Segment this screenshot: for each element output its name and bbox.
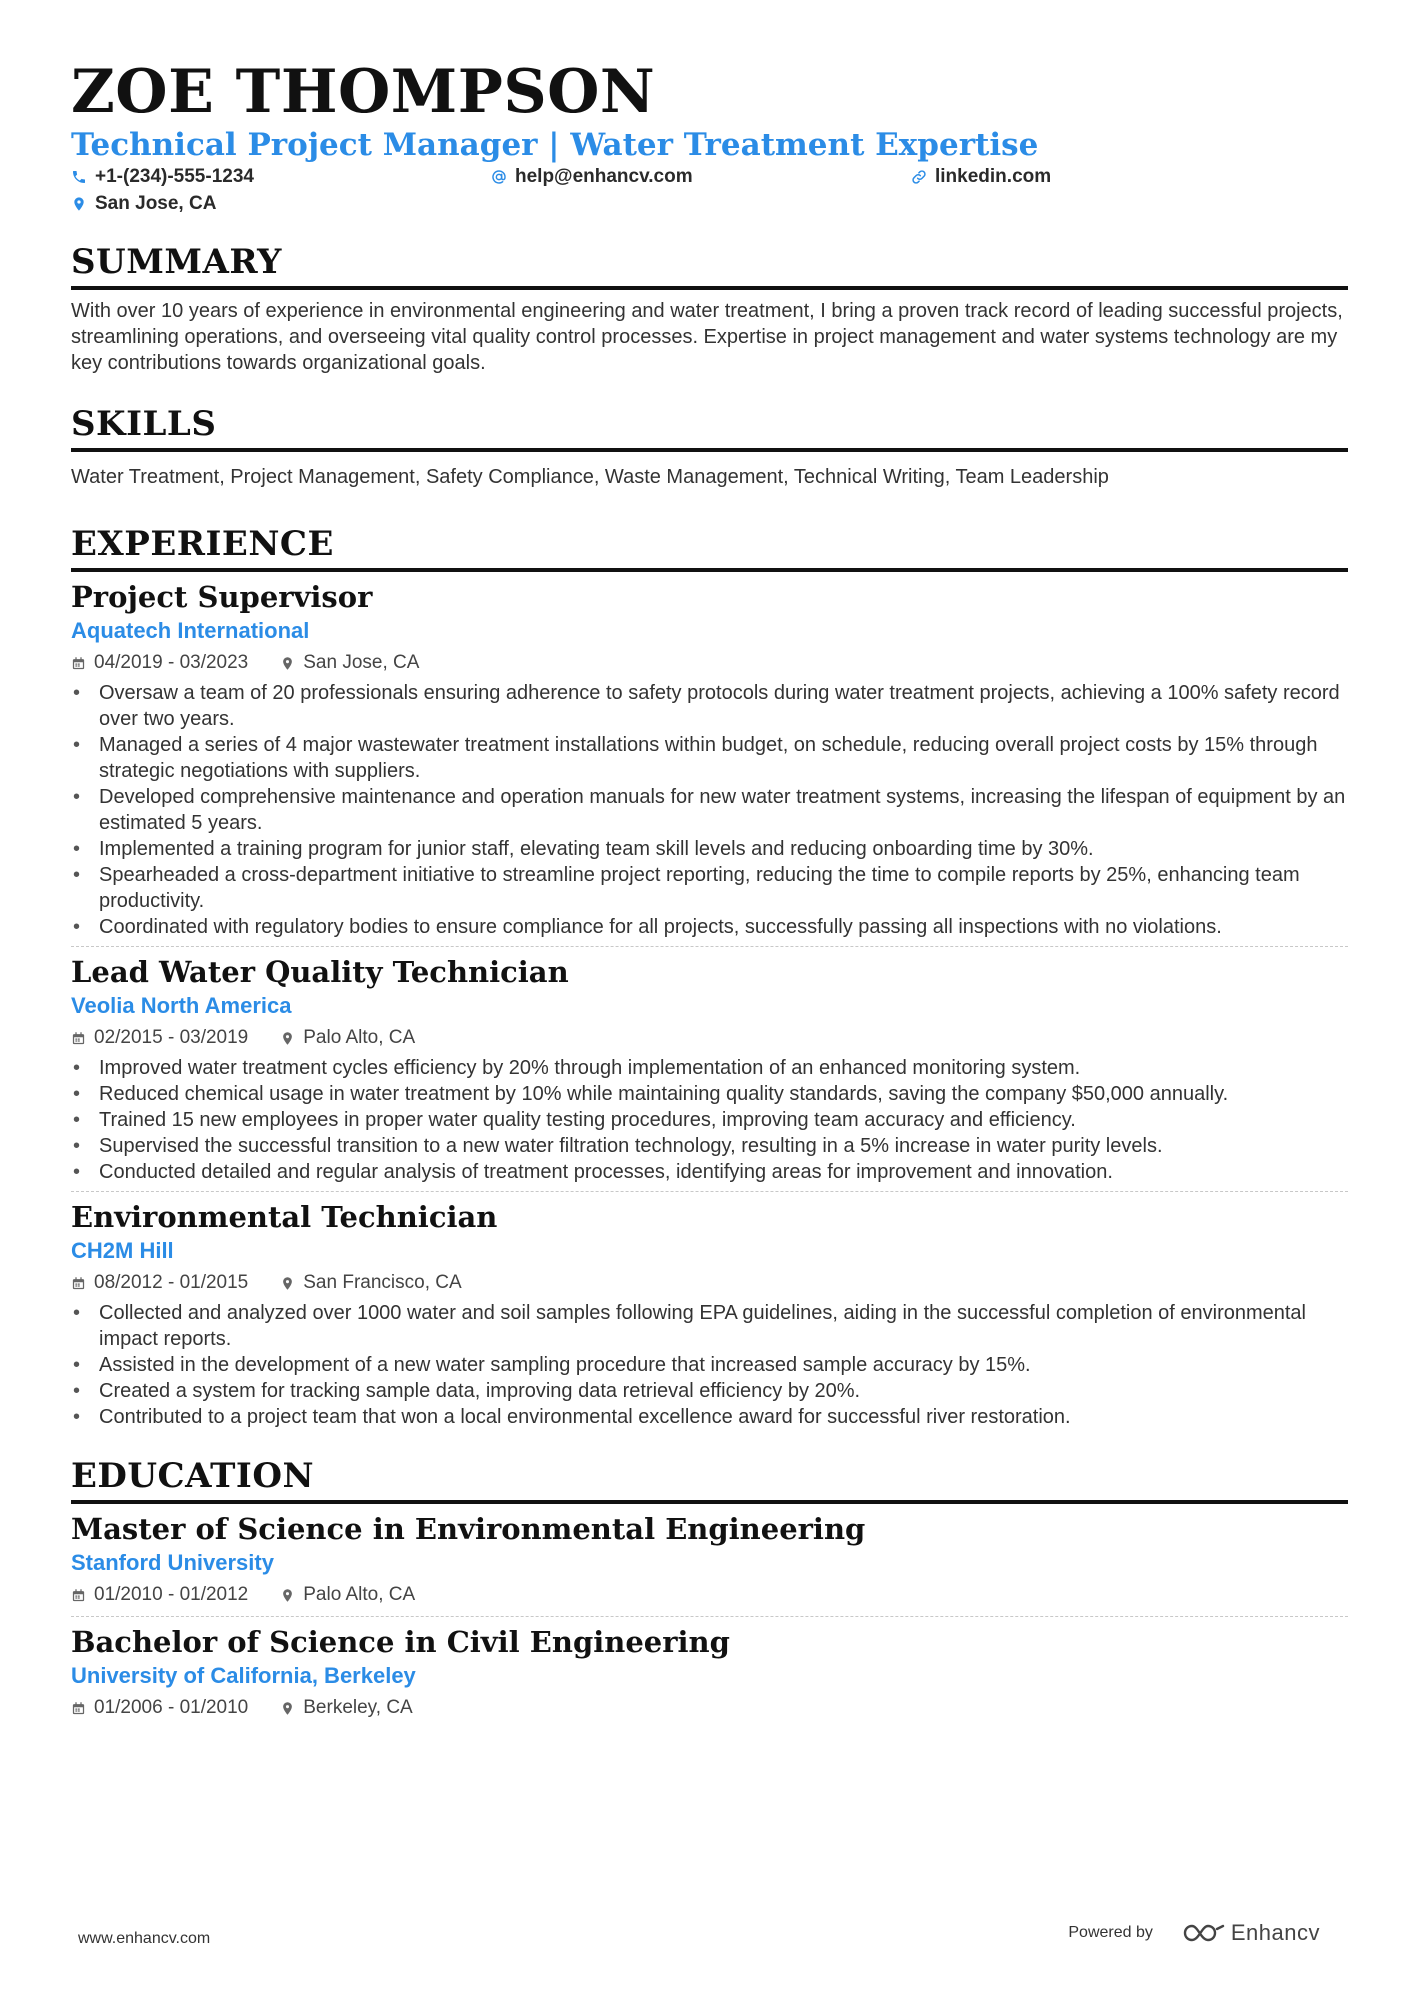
summary-text: With over 10 years of experience in environmental engineering and water treatment, I bring a proven track record of leading successful projects, streamlining operations, and overseeing vital quality control processes. Expertise in project management and water systems technology are my key contributions towards organizational goals. bbox=[71, 300, 1343, 374]
location-text: San Jose, CA bbox=[95, 193, 217, 214]
education-location: Palo Alto, CA bbox=[303, 1584, 416, 1605]
skills-heading: SKILLS bbox=[71, 404, 1348, 452]
bullet-item: • Trained 15 new employees in proper water quality testing procedures, improving team accuracy and efficiency. bbox=[71, 1107, 1348, 1133]
job-location: San Francisco, CA bbox=[303, 1272, 462, 1293]
calendar-icon bbox=[71, 1031, 86, 1046]
bullet-item: • Developed comprehensive maintenance and operation manuals for new water treatment systems, increasing the lifespan of equipment by an estimated 5 years. bbox=[71, 784, 1348, 836]
calendar-icon bbox=[71, 1588, 86, 1603]
school-name: University of California, Berkeley bbox=[71, 1663, 416, 1688]
education-entry bbox=[71, 1504, 1348, 1617]
contact-email[interactable] bbox=[491, 166, 693, 188]
education-meta bbox=[71, 1580, 1348, 1610]
bullet-item: • Supervised the successful transition to a new water filtration technology, resulting in a 5% increase in water purity levels. bbox=[71, 1133, 1348, 1159]
job-meta bbox=[71, 1268, 1348, 1298]
education-dates: 01/2010 - 01/2012 bbox=[94, 1584, 249, 1605]
job-bullets bbox=[71, 1055, 1348, 1185]
contact-linkedin[interactable] bbox=[911, 166, 1051, 188]
job-role: Environmental Technician bbox=[71, 1200, 498, 1234]
enhancv-logo-icon bbox=[1181, 1921, 1225, 1945]
experience-entry bbox=[71, 1192, 1348, 1436]
contact-location bbox=[71, 193, 216, 215]
bullet-item: • Reduced chemical usage in water treatment by 10% while maintaining quality standards, saving the company $50,000 annually. bbox=[71, 1081, 1348, 1107]
summary-heading: SUMMARY bbox=[71, 242, 1348, 290]
bullet-item: • Improved water treatment cycles efficiency by 20% through implementation of an enhanced monitoring system. bbox=[71, 1055, 1348, 1081]
calendar-icon bbox=[71, 1276, 86, 1291]
bullet-item: • Assisted in the development of a new water sampling procedure that increased sample accuracy by 15%. bbox=[71, 1352, 1348, 1378]
job-role: Project Supervisor bbox=[71, 580, 373, 614]
job-meta bbox=[71, 1023, 1348, 1053]
education-dates: 01/2006 - 01/2010 bbox=[94, 1697, 249, 1718]
job-dates: 08/2012 - 01/2015 bbox=[94, 1272, 249, 1293]
job-dates: 04/2019 - 03/2023 bbox=[94, 652, 249, 673]
job-company: Aquatech International bbox=[71, 618, 310, 643]
brand-name: Enhancv bbox=[1230, 1920, 1320, 1945]
contact-info bbox=[71, 166, 1348, 222]
location-pin-icon bbox=[71, 196, 87, 212]
education-location: Berkeley, CA bbox=[303, 1697, 413, 1718]
footer-branding bbox=[1068, 1920, 1320, 1946]
resume-header bbox=[71, 58, 1348, 222]
candidate-title: Technical Project Manager | Water Treatment Expertise bbox=[71, 127, 1039, 163]
skills-text: Water Treatment, Project Management, Safety Compliance, Waste Management, Technical Writing, Team Leadership bbox=[71, 466, 1109, 488]
job-bullets bbox=[71, 680, 1348, 940]
calendar-icon bbox=[71, 1701, 86, 1716]
location-pin-icon bbox=[280, 1588, 295, 1603]
bullet-item: • Collected and analyzed over 1000 water and soil samples following EPA guidelines, aiding in the successful completion of environmental impact reports. bbox=[71, 1300, 1348, 1352]
bullet-item: • Created a system for tracking sample data, improving data retrieval efficiency by 20%. bbox=[71, 1378, 1348, 1404]
location-pin-icon bbox=[280, 1701, 295, 1716]
candidate-name: ZOE THOMPSON bbox=[71, 57, 656, 127]
phone-icon bbox=[71, 169, 87, 185]
job-location: San Jose, CA bbox=[303, 652, 420, 673]
linkedin-text: linkedin.com bbox=[935, 166, 1052, 187]
job-role: Lead Water Quality Technician bbox=[71, 955, 569, 989]
powered-by-text: Powered by bbox=[1068, 1924, 1153, 1941]
location-pin-icon bbox=[280, 656, 295, 671]
location-pin-icon bbox=[280, 1031, 295, 1046]
at-icon bbox=[491, 169, 507, 185]
school-name: Stanford University bbox=[71, 1550, 274, 1575]
education-meta bbox=[71, 1693, 1348, 1723]
phone-text: +1-(234)-555-1234 bbox=[95, 166, 254, 187]
experience-entry bbox=[71, 947, 1348, 1192]
calendar-icon bbox=[71, 656, 86, 671]
bullet-item: • Contributed to a project team that won a local environmental excellence award for successful river restoration. bbox=[71, 1404, 1348, 1430]
bullet-item: • Implemented a training program for junior staff, elevating team skill levels and reducing onboarding time by 30%. bbox=[71, 836, 1348, 862]
contact-phone bbox=[71, 166, 254, 188]
bullet-item: • Conducted detailed and regular analysis of treatment processes, identifying areas for improvement and innovation. bbox=[71, 1159, 1348, 1185]
email-text: help@enhancv.com bbox=[515, 166, 693, 187]
footer-website[interactable]: www.enhancv.com bbox=[78, 1930, 211, 1947]
bullet-item: • Managed a series of 4 major wastewater treatment installations within budget, on schedule, reducing overall project costs by 15% through strategic negotiations with suppliers. bbox=[71, 732, 1348, 784]
location-pin-icon bbox=[280, 1276, 295, 1291]
experience-heading: EXPERIENCE bbox=[71, 524, 1348, 572]
summary-section bbox=[71, 242, 1348, 376]
bullet-item: • Coordinated with regulatory bodies to ensure compliance for all projects, successfully passing all inspections with no violations. bbox=[71, 914, 1348, 940]
bullet-item: • Spearheaded a cross-department initiative to streamline project reporting, reducing the time to compile reports by 25%, enhancing team productivity. bbox=[71, 862, 1348, 914]
education-heading: EDUCATION bbox=[71, 1456, 1348, 1504]
experience-entry bbox=[71, 572, 1348, 947]
job-bullets bbox=[71, 1300, 1348, 1430]
job-dates: 02/2015 - 03/2019 bbox=[94, 1027, 249, 1048]
job-company: CH2M Hill bbox=[71, 1238, 174, 1263]
education-section bbox=[71, 1456, 1348, 1729]
bullet-item: • Oversaw a team of 20 professionals ensuring adherence to safety protocols during water treatment projects, achieving a 100% safety record over two years. bbox=[71, 680, 1348, 732]
page-footer bbox=[78, 1920, 1320, 1960]
skills-section bbox=[71, 404, 1348, 490]
link-icon bbox=[911, 169, 927, 185]
job-location: Palo Alto, CA bbox=[303, 1027, 416, 1048]
job-meta bbox=[71, 648, 1348, 678]
education-entry bbox=[71, 1617, 1348, 1729]
job-company: Veolia North America bbox=[71, 993, 292, 1018]
experience-section bbox=[71, 524, 1348, 1436]
degree-title: Bachelor of Science in Civil Engineering bbox=[71, 1625, 730, 1659]
degree-title: Master of Science in Environmental Engineering bbox=[71, 1512, 866, 1546]
